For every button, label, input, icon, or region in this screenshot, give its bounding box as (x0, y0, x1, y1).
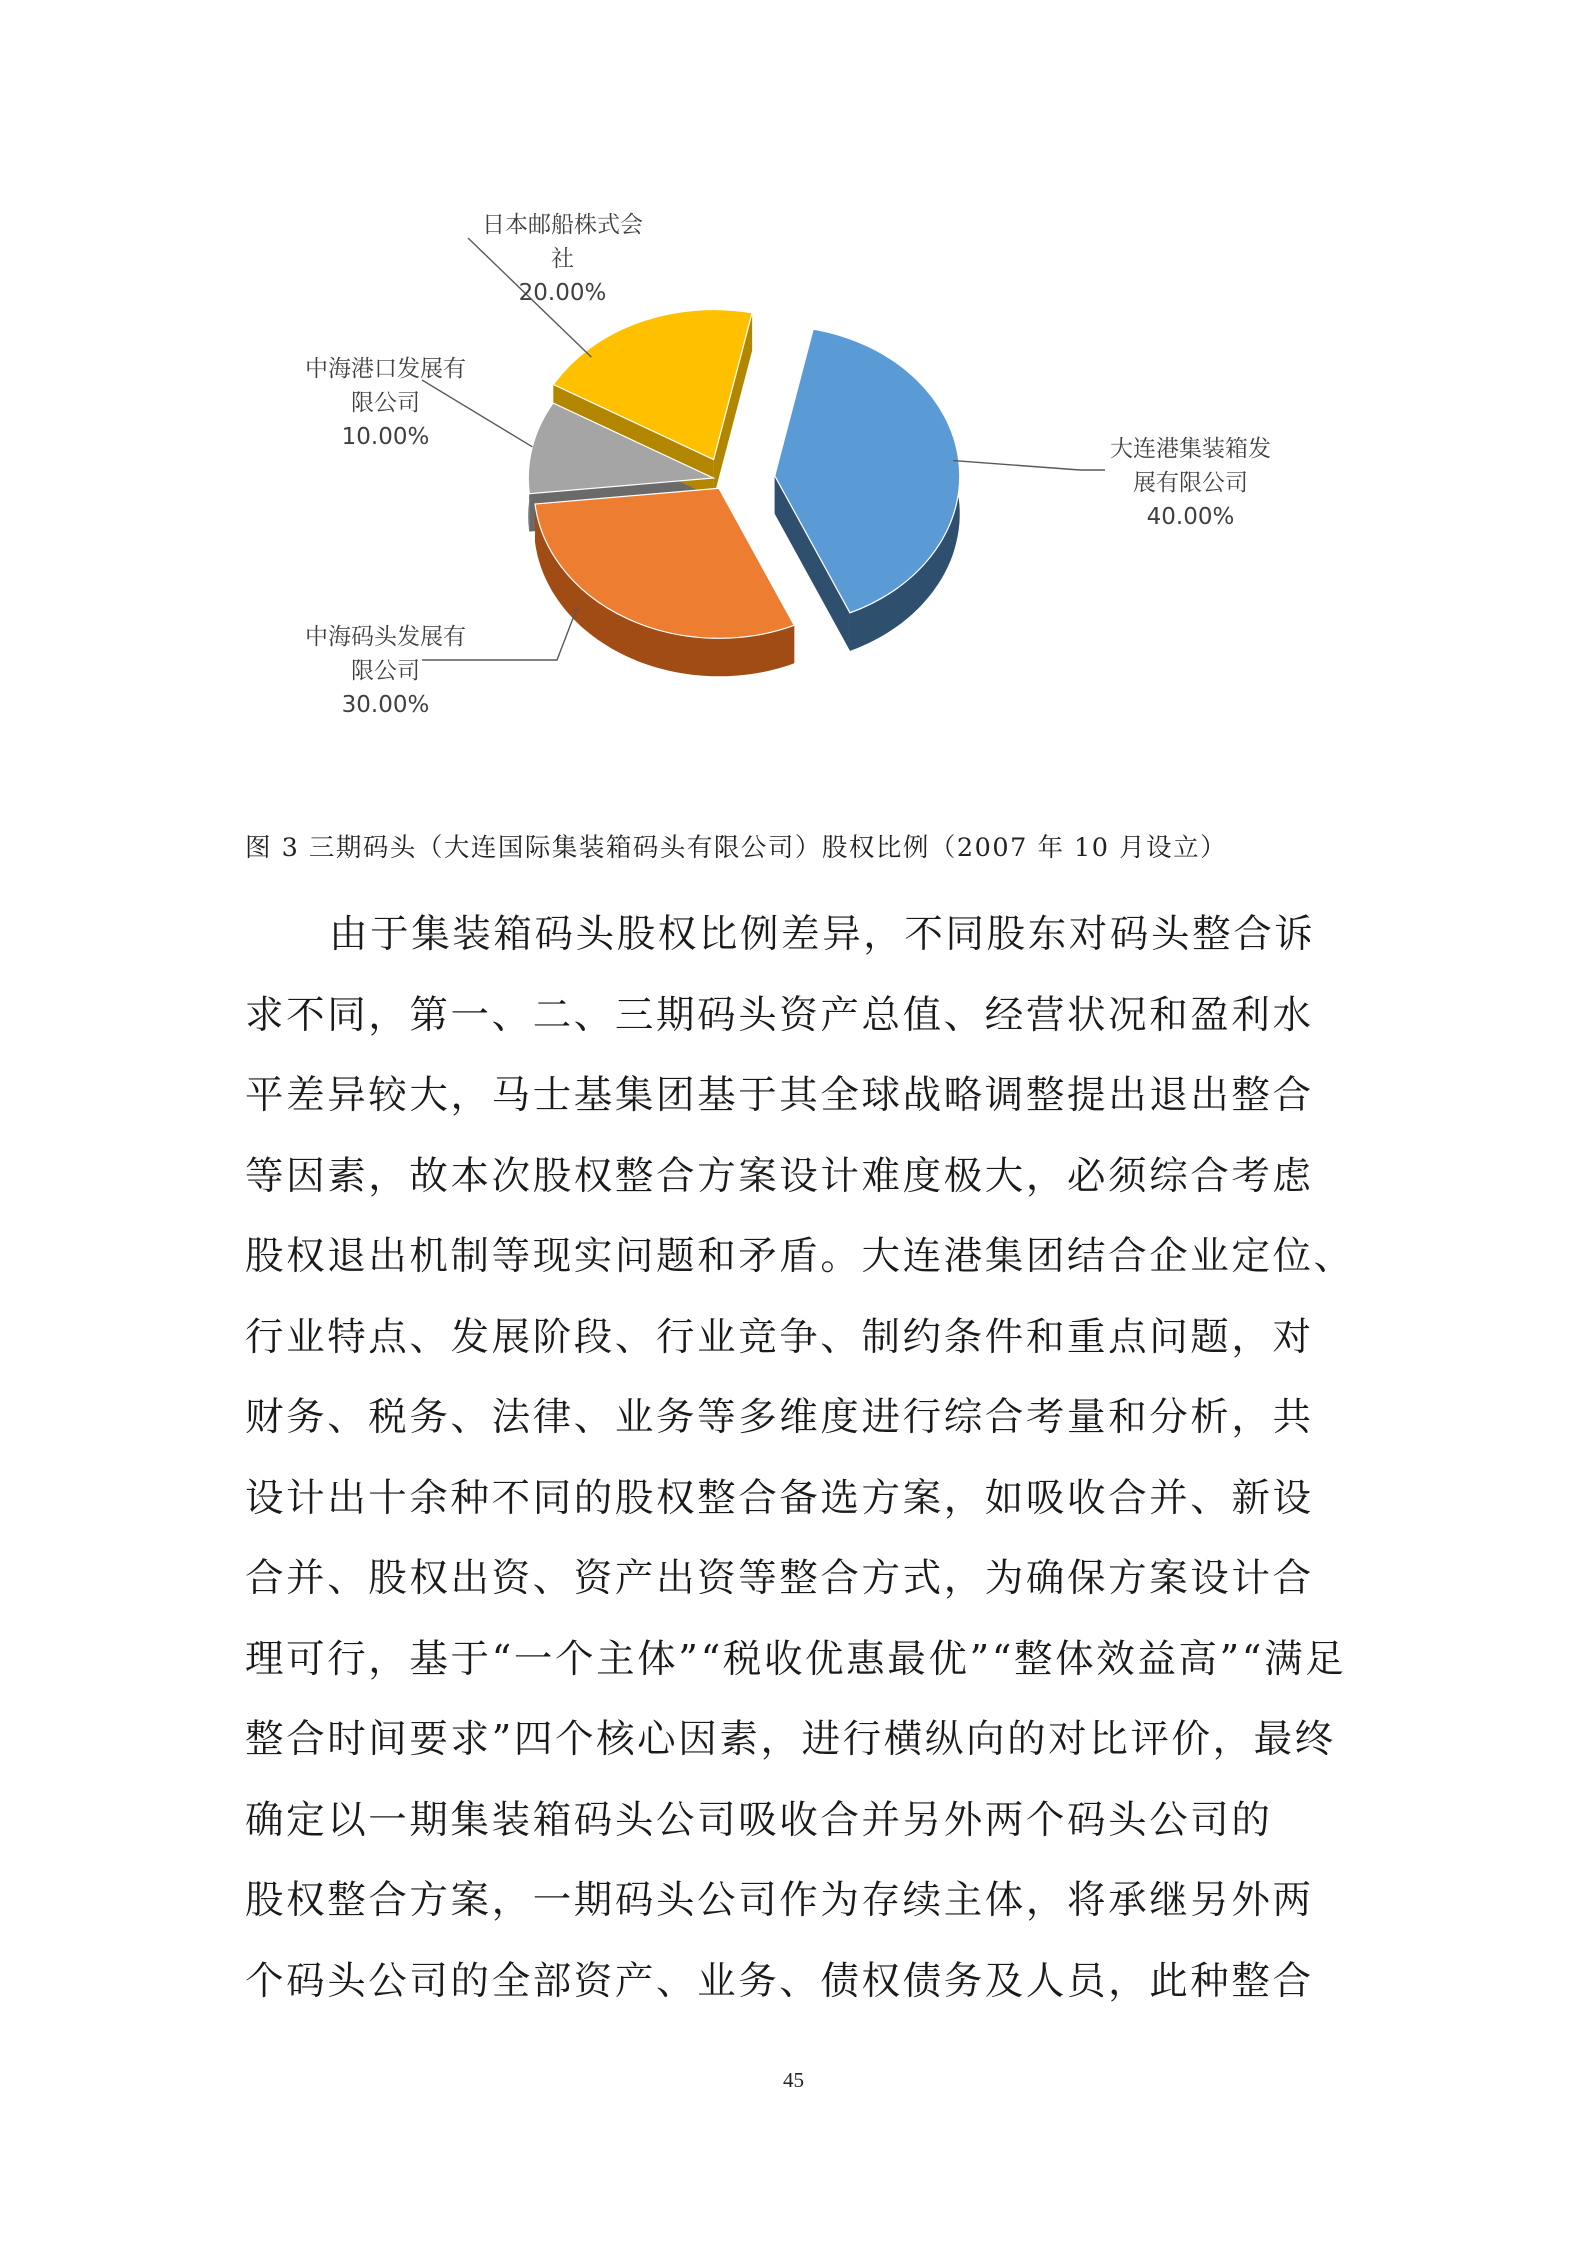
data-label-text: 中海港口发展有 (305, 356, 466, 382)
paragraph-line: 合并、股权出资、资产出资等整合方式，为确保方案设计合 (245, 1556, 1314, 1601)
page-number: 45 (783, 2068, 804, 2092)
paragraph-line: 整合时间要求”四个核心因素，进行横纵向的对比评价，最终 (245, 1717, 1336, 1762)
paragraph-line: 行业特点、发展阶段、行业竞争、制约条件和重点问题，对 (245, 1314, 1314, 1360)
paragraph-line: 设计出十余种不同的股权整合备选方案，如吸收合并、新设 (245, 1475, 1314, 1521)
paragraph-line: 个码头公司的全部资产、业务、债权债务及人员，此种整合 (245, 1958, 1314, 2004)
data-label-cs-port (305, 352, 466, 454)
paragraph-line: 平差异较大，马士基集团基于其全球战略调整提出退出整合 (245, 1073, 1314, 1118)
paragraph-line: 股权整合方案，一期码头公司作为存续主体，将承继另外两 (245, 1878, 1314, 1923)
leader-line (953, 461, 1105, 470)
data-label-text: 中海码头发展有 (305, 624, 466, 650)
paragraph-line: 财务、税务、法律、业务等多维度进行综合考量和分析，共 (245, 1395, 1314, 1440)
data-label-percent: 20.00% (518, 280, 607, 306)
figure-caption: 图 3 三期码头（大连国际集装箱码头有限公司）股权比例（2007 年 10 月设立） (245, 833, 1228, 863)
data-label-text: 大连港集装箱发 (1110, 436, 1271, 462)
paragraph-line: 理可行，基于“一个主体”“税收优惠最优”“整体效益高”“满足 (245, 1636, 1347, 1682)
data-label-percent: 40.00% (1146, 504, 1235, 530)
data-label-nyk (482, 208, 643, 310)
data-label-percent: 10.00% (341, 424, 430, 450)
body-paragraph (245, 895, 1355, 2022)
paragraph-line: 由于集装箱码头股权比例差异，不同股东对码头整合诉 (329, 912, 1316, 957)
data-label-dalian (1110, 432, 1271, 534)
data-label-text: 日本邮船株式会 (482, 212, 643, 238)
data-label-text: 限公司 (351, 658, 420, 684)
pie-chart (250, 180, 1350, 740)
data-label-text: 社 (551, 246, 574, 272)
paragraph-line: 股权退出机制等现实问题和矛盾。大连港集团结合企业定位、 (245, 1234, 1355, 1279)
paragraph-line: 求不同，第一、二、三期码头资产总值、经营状况和盈利水 (245, 992, 1314, 1038)
data-label-cs-terminal (305, 620, 466, 722)
paragraph-line: 等因素，故本次股权整合方案设计难度极大，必须综合考虑 (245, 1153, 1314, 1199)
data-label-text: 展有限公司 (1133, 470, 1248, 496)
data-label-text: 限公司 (351, 390, 420, 416)
data-label-percent: 30.00% (341, 692, 430, 718)
paragraph-line: 确定以一期集装箱码头公司吸收合并另外两个码头公司的 (245, 1797, 1273, 1843)
